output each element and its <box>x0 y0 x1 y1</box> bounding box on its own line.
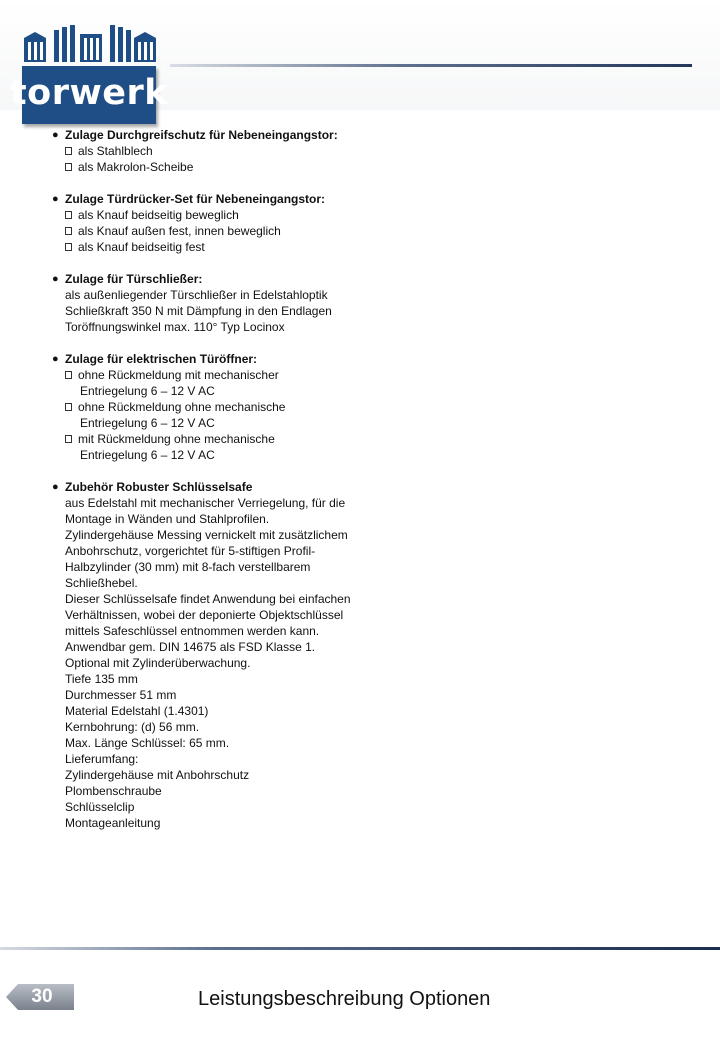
option-item-continuation <box>52 447 412 463</box>
section-heading-text: Zubehör Robuster Schlüsselsafe <box>65 480 253 494</box>
bullet-icon: ● <box>52 273 59 285</box>
option-item-continuation <box>52 415 412 431</box>
option-text: Entriegelung 6 – 12 V AC <box>80 416 215 430</box>
description-line: Montageanleitung <box>65 816 161 830</box>
option-item <box>52 239 412 255</box>
option-text: Entriegelung 6 – 12 V AC <box>80 448 215 462</box>
option-text: als Makrolon-Scheibe <box>78 160 194 174</box>
bullet-icon: ● <box>52 481 59 493</box>
description-line: aus Edelstahl mit mechanischer Verriegelung, für die <box>65 496 346 510</box>
option-item <box>52 223 412 239</box>
section-heading-text: Zulage Türdrücker-Set für Nebeneingangstor: <box>65 192 326 206</box>
header-divider <box>170 64 692 67</box>
logo-wordmark-box <box>9 66 169 124</box>
section-tuerdruecker <box>52 191 412 255</box>
section-heading <box>52 351 412 367</box>
checkbox-icon <box>65 243 72 251</box>
description-line: Schlüsselclip <box>65 800 135 814</box>
description-line: Schließkraft 350 N mit Dämpfung in den Endlagen <box>65 304 332 318</box>
section-heading-text: Zulage Durchgreifschutz für Nebeneingangstor: <box>65 128 338 142</box>
section-tueroeffner <box>52 351 412 463</box>
description-line: Zylindergehäuse Messing vernickelt mit zusätzlichem <box>65 528 348 542</box>
option-text: ohne Rückmeldung mit mechanischer <box>78 368 279 382</box>
option-text: als Knauf beidseitig beweglich <box>78 208 239 222</box>
section-durchgreifschutz <box>52 127 412 175</box>
description-line: Dieser Schlüsselsafe findet Anwendung bei einfachen <box>65 592 351 606</box>
option-text: ohne Rückmeldung ohne mechanische <box>78 400 286 414</box>
description-line: Zylindergehäuse mit Anbohrschutz <box>65 768 250 782</box>
footer-divider <box>0 947 720 950</box>
checkbox-icon <box>65 147 72 155</box>
description-line: Max. Länge Schlüssel: 65 mm. <box>65 736 230 750</box>
checkbox-icon <box>65 403 72 411</box>
option-item <box>52 399 412 415</box>
checkbox-icon <box>65 435 72 443</box>
option-item <box>52 431 412 447</box>
description-line: Durchmesser 51 mm <box>65 688 177 702</box>
description-line: Verhältnissen, wobei der deponierte Objektschlüssel <box>65 608 344 622</box>
bullet-icon: ● <box>52 193 59 205</box>
section-heading-text: Zulage für elektrischen Türöffner: <box>65 352 258 366</box>
checkbox-icon <box>65 163 72 171</box>
description-line: als außenliegender Türschließer in Edelstahloptik <box>65 288 328 302</box>
description-line: Toröffnungswinkel max. 110° Typ Locinox <box>65 320 285 334</box>
description-line: Tiefe 135 mm <box>65 672 138 686</box>
option-text: als Knauf außen fest, innen beweglich <box>78 224 281 238</box>
option-text: Entriegelung 6 – 12 V AC <box>80 384 215 398</box>
checkbox-icon <box>65 371 72 379</box>
description-line: Anwendbar gem. DIN 14675 als FSD Klasse 1. <box>65 640 316 654</box>
torwerk-logo <box>9 24 169 113</box>
option-item <box>52 367 412 383</box>
section-heading <box>52 271 412 287</box>
description-line: Halbzylinder (30 mm) mit 8-fach verstellbarem <box>65 560 311 574</box>
description-line: Anbohrschutz, vorgerichtet für 5-stiftigen Profil- <box>65 544 316 558</box>
bullet-icon: ● <box>52 129 59 141</box>
checkbox-icon <box>65 211 72 219</box>
description-line: Kernbohrung: (d) 56 mm. <box>65 720 200 734</box>
section-heading <box>52 127 412 143</box>
option-item <box>52 207 412 223</box>
footer-title: Leistungsbeschreibung Optionen <box>198 988 491 1010</box>
option-text: als Knauf beidseitig fest <box>78 240 205 254</box>
description-line: Lieferumfang: <box>65 752 139 766</box>
options-content <box>52 127 412 847</box>
section-schluesselsafe <box>52 479 412 831</box>
description-line: Schließhebel. <box>65 576 138 590</box>
logo-gate-bars-icon <box>22 24 158 64</box>
section-tuerschliesser <box>52 271 412 335</box>
description-line: Material Edelstahl (1.4301) <box>65 704 209 718</box>
option-item <box>52 143 412 159</box>
option-text: mit Rückmeldung ohne mechanische <box>78 432 275 446</box>
description-line: Montage in Wänden und Stahlprofilen. <box>65 512 270 526</box>
description-line: Plombenschraube <box>65 784 162 798</box>
bullet-icon: ● <box>52 353 59 365</box>
page-number-tab <box>6 983 74 1011</box>
description-line: Optional mit Zylinderüberwachung. <box>65 656 251 670</box>
option-item-continuation <box>52 383 412 399</box>
section-heading-text: Zulage für Türschließer: <box>65 272 203 286</box>
option-text: als Stahlblech <box>78 144 153 158</box>
checkbox-icon <box>65 227 72 235</box>
option-item <box>52 159 412 175</box>
logo-text: torwerk <box>9 73 169 113</box>
section-heading <box>52 191 412 207</box>
description-line: mittels Safeschlüssel entnommen werden kann. <box>65 624 320 638</box>
section-heading <box>52 479 412 495</box>
page-number: 30 <box>31 986 53 1007</box>
